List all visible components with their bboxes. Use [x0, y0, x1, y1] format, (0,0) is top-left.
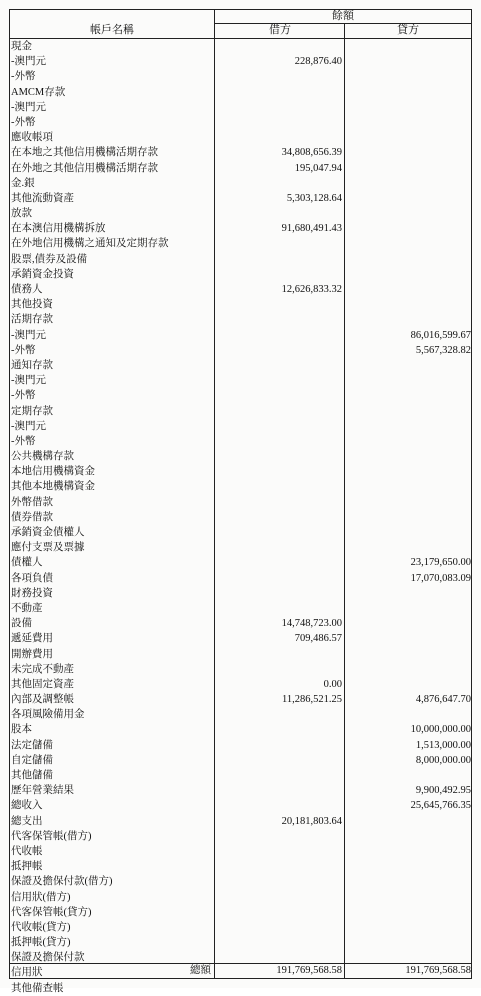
- credit-cell: 17,070,083.09: [410, 572, 471, 584]
- account-name-cell: 其他儲備: [11, 770, 53, 781]
- table-row: [10, 829, 471, 844]
- debit-cell: 12,626,833.32: [281, 284, 342, 295]
- table-row: [10, 540, 471, 555]
- debit-cell: 0.00: [323, 678, 342, 690]
- table-row: [10, 495, 471, 510]
- credit-cell: 5,567,328.82: [415, 344, 471, 356]
- table-row: [10, 601, 471, 616]
- table-row: [10, 647, 471, 662]
- table-row: [10, 555, 471, 570]
- debit-cell: 91,680,491.43: [281, 223, 342, 235]
- table-row: [10, 722, 471, 737]
- account-name-cell: 活期存款: [11, 314, 53, 326]
- account-name-cell: 金.銀: [11, 177, 35, 189]
- table-row: [10, 707, 471, 722]
- account-name-cell: -外幣: [11, 116, 36, 128]
- account-name-cell: 信用狀(借方): [11, 891, 71, 903]
- total-credit: 191,769,568.58: [405, 965, 471, 976]
- table-row: [10, 449, 471, 464]
- table-row: [10, 692, 471, 707]
- table-row: [10, 85, 471, 100]
- table-row: [10, 905, 471, 920]
- account-name-cell: 公共機構存款: [11, 451, 74, 463]
- table-row: [10, 434, 471, 449]
- table-row: [10, 920, 471, 935]
- account-name-cell: 其他備查帳: [11, 982, 64, 994]
- account-name-cell: 財務投資: [11, 587, 53, 599]
- account-name-cell: 通知存款: [11, 359, 53, 371]
- debit-cell: 709,486.57: [294, 633, 342, 645]
- account-name-cell: -外幣: [11, 71, 36, 83]
- debit-cell: 228,876.40: [294, 56, 342, 68]
- account-name-cell: 在外地之其他信用機構活期存款: [11, 162, 158, 174]
- account-name-cell: 抵押帳: [11, 861, 43, 873]
- account-name-cell: 股本: [11, 724, 32, 736]
- credit-cell: 25,645,766.35: [410, 800, 471, 812]
- account-name-cell: 其他固定資產: [11, 678, 74, 690]
- credit-header: 貸方: [344, 23, 471, 38]
- balance-group-header: 餘額: [214, 10, 471, 24]
- table-row: [10, 404, 471, 419]
- account-name-cell: 其他投資: [11, 299, 53, 311]
- account-name-cell: -澳門元: [11, 375, 46, 387]
- table-row: [10, 419, 471, 434]
- total-label: 總額: [190, 965, 211, 976]
- account-name-cell: 遞延費用: [11, 633, 53, 645]
- table-row: [10, 586, 471, 601]
- table-row: [10, 297, 471, 312]
- account-name-cell: 股票,債券及設備: [11, 253, 88, 265]
- table-row: [10, 783, 471, 798]
- table-row: [10, 100, 471, 115]
- header-row: [10, 23, 471, 39]
- account-name-cell: 保證及擔保付款: [11, 952, 85, 964]
- account-name-cell: 債權人: [11, 557, 43, 569]
- table-row: [10, 343, 471, 358]
- credit-cell: 1,513,000.00: [415, 739, 471, 751]
- table-row: [10, 631, 471, 646]
- table-row: [10, 571, 471, 586]
- account-name-header: 帳戶名稱: [90, 24, 134, 36]
- table-row: [10, 206, 471, 221]
- table-row: [10, 525, 471, 540]
- account-name-cell: 抵押帳(貸方): [11, 937, 71, 949]
- table-row: [10, 161, 471, 176]
- account-name-cell: 各項負債: [11, 572, 53, 584]
- debit-cell: 11,286,521.25: [282, 694, 342, 706]
- table-row: [10, 479, 471, 494]
- table-row: [10, 176, 471, 191]
- account-name-cell: AMCM存款: [11, 86, 66, 98]
- table-row: [10, 890, 471, 905]
- account-name-cell: 代客保管帳(貸方): [11, 906, 92, 918]
- account-name-cell: 總支出: [11, 815, 43, 827]
- table-row: [10, 464, 471, 479]
- table-row: [10, 358, 471, 373]
- table-row: [10, 753, 471, 768]
- debit-cell: 20,181,803.64: [281, 815, 342, 827]
- table-row: [10, 510, 471, 525]
- account-name-cell: 開辦費用: [11, 648, 53, 660]
- account-name-cell: 債務人: [11, 284, 43, 295]
- account-name-cell: 在外地信用機構之通知及定期存款: [11, 238, 169, 250]
- table-row: [10, 69, 471, 84]
- table-row: [10, 935, 471, 950]
- debit-cell: 5,303,128.64: [286, 192, 342, 204]
- account-name-cell: 總收入: [11, 800, 43, 812]
- table-row: [10, 328, 471, 343]
- table-row: [10, 844, 471, 859]
- account-name-cell: 債券借款: [11, 511, 53, 523]
- account-name-cell: 在本澳信用機構拆放: [11, 223, 106, 235]
- account-name-cell: 應收帳項: [11, 132, 53, 144]
- table-row: [10, 221, 471, 236]
- account-name-cell: 歷年營業結果: [11, 785, 74, 797]
- table-row: [10, 130, 471, 145]
- table-row: [10, 282, 471, 297]
- table-row: [10, 267, 471, 282]
- header-group-row: [10, 10, 471, 23]
- table-row: [10, 662, 471, 677]
- account-name-cell: 未完成不動產: [11, 663, 74, 675]
- credit-cell: 23,179,650.00: [410, 557, 471, 569]
- credit-cell: 86,016,599.67: [410, 329, 471, 341]
- balance-table: [9, 9, 472, 994]
- account-name-cell: 放款: [11, 208, 32, 220]
- credit-cell: 9,900,492.95: [415, 785, 471, 797]
- credit-cell: 10,000,000.00: [410, 724, 471, 736]
- table-row: [10, 859, 471, 874]
- account-name-cell: 本地信用機構資金: [11, 466, 95, 478]
- debit-cell: 14,748,723.00: [281, 618, 342, 630]
- table-row: [10, 616, 471, 631]
- table-row: [10, 874, 471, 889]
- account-name-cell: 在本地之其他信用機構活期存款: [11, 147, 158, 159]
- table-body: [10, 39, 471, 996]
- table-row: [10, 39, 471, 54]
- table-row: [10, 677, 471, 692]
- account-name-cell: -澳門元: [11, 101, 46, 113]
- account-name-cell: 信用狀: [11, 967, 43, 979]
- table-row: [10, 236, 471, 251]
- account-name-cell: 承銷資金債權人: [11, 527, 85, 538]
- table-row: [10, 115, 471, 130]
- account-name-cell: 自定儲備: [11, 754, 53, 766]
- account-name-cell: 外幣借款: [11, 496, 53, 508]
- total-debit: 191,769,568.58: [276, 965, 342, 976]
- account-name-cell: -外幣: [11, 344, 36, 356]
- table-row: [10, 798, 471, 813]
- table-row: [10, 252, 471, 267]
- account-name-cell: 不動產: [11, 602, 43, 614]
- account-name-cell: 定期存款: [11, 405, 53, 417]
- credit-cell: 8,000,000.00: [415, 754, 471, 766]
- account-name-cell: 各項風險備用金: [11, 709, 85, 721]
- table-row: [10, 738, 471, 753]
- table-row: [10, 388, 471, 403]
- table-row: [10, 54, 471, 69]
- account-name-cell: 代收帳(貸方): [11, 921, 71, 933]
- account-name-cell: 內部及調整帳: [11, 694, 74, 706]
- account-name-cell: 代收帳: [11, 845, 43, 857]
- account-name-cell: 應付支票及票據: [11, 542, 85, 554]
- table-row: [10, 145, 471, 160]
- account-name-cell: -澳門元: [11, 329, 46, 341]
- total-row: [10, 963, 471, 978]
- debit-cell: 34,808,656.39: [281, 147, 342, 159]
- table-row: [10, 373, 471, 388]
- account-name-cell: 其他本地機構資金: [11, 481, 95, 493]
- account-name-cell: -澳門元: [11, 420, 46, 432]
- table-row: [10, 191, 471, 206]
- account-name-cell: -澳門元: [11, 56, 46, 68]
- table-row: [10, 768, 471, 783]
- table-row: [10, 981, 471, 996]
- credit-cell: 4,876,647.70: [415, 694, 471, 706]
- account-name-cell: 保證及擔保付款(借方): [11, 876, 113, 888]
- account-name-cell: -外幣: [11, 435, 36, 447]
- account-name-cell: 設備: [11, 618, 32, 630]
- account-name-cell: -外幣: [11, 390, 36, 402]
- account-name-cell: 代客保管帳(借方): [11, 830, 92, 842]
- table-row: [10, 312, 471, 327]
- table-row: [10, 814, 471, 829]
- account-name-cell: 其他流動資產: [11, 192, 74, 204]
- account-name-cell: 法定儲備: [11, 739, 53, 751]
- account-name-cell: 現金: [11, 41, 32, 52]
- account-name-cell: 承銷資金投資: [11, 268, 74, 280]
- debit-cell: 195,047.94: [294, 162, 342, 174]
- debit-header: 借方: [214, 23, 345, 38]
